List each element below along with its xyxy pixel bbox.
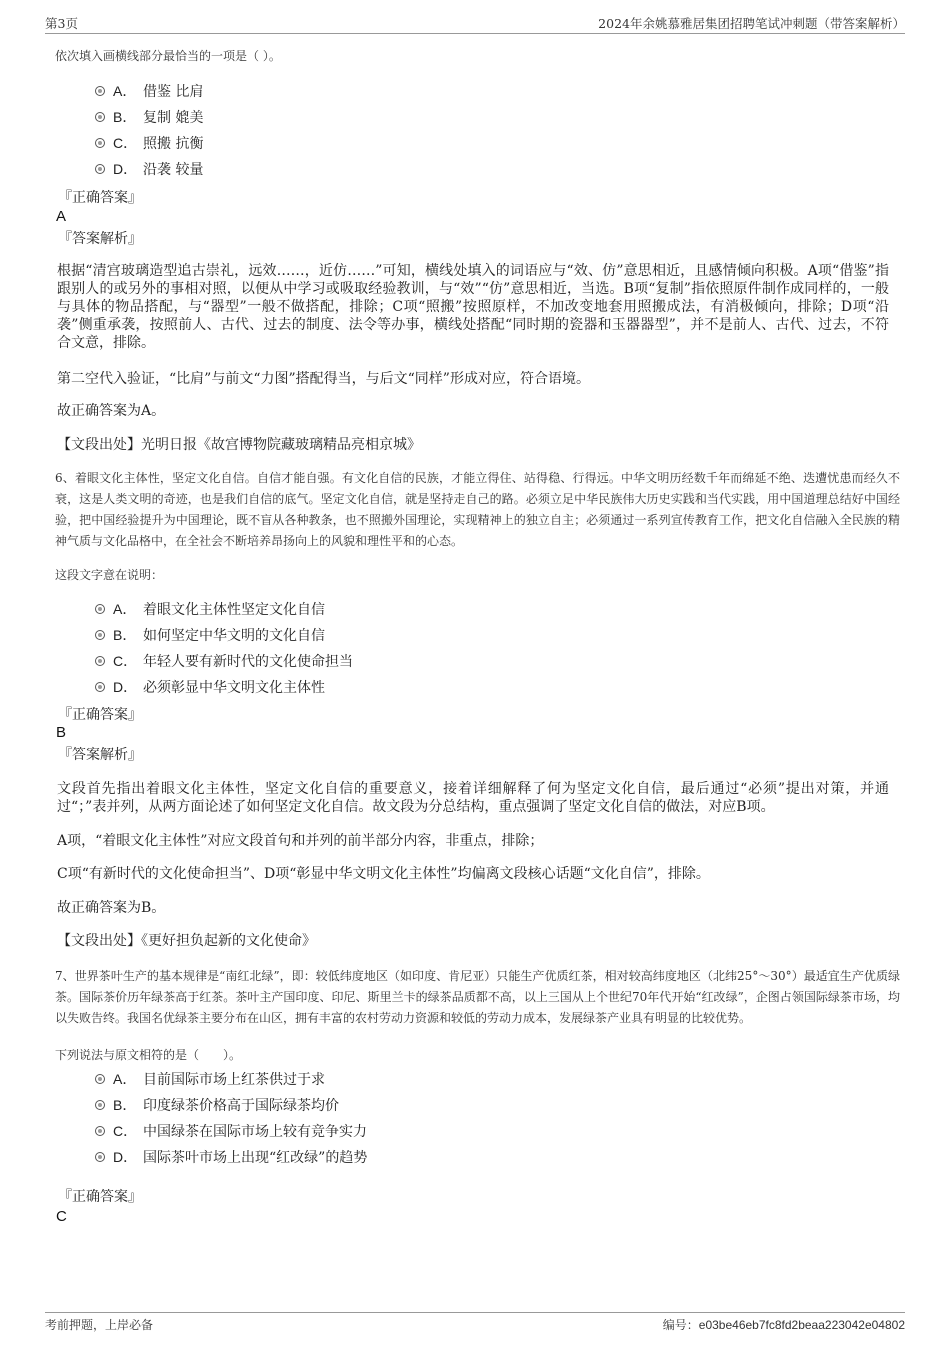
q6-analysis-label: 『答案解析』 [58, 747, 142, 763]
document-code [663, 1316, 905, 1333]
q6-analysis-paragraph-4: 故正确答案为B。 [57, 900, 166, 916]
q6-source: 【文段出处】《更好担负起新的文化使命》 [57, 933, 316, 949]
q5-option-d[interactable]: D． 沿袭 较量 [95, 156, 203, 182]
q7-answer: C [56, 1208, 67, 1225]
radio-icon[interactable] [95, 630, 105, 640]
radio-icon[interactable] [95, 86, 105, 96]
radio-icon[interactable] [95, 682, 105, 692]
document-title: 2024年余姚慕雅居集团招聘笔试冲刺题（带答案解析） [598, 16, 905, 31]
code-label: 编号： [662, 1318, 699, 1332]
q5-analysis-label: 『答案解析』 [58, 231, 142, 247]
q6-stem: 这段文字意在说明： [55, 568, 164, 582]
q6-option-d[interactable]: D． 必须彰显中华文明文化主体性 [95, 674, 353, 700]
radio-icon[interactable] [95, 656, 105, 666]
radio-icon[interactable] [95, 1126, 105, 1136]
q6-answer-label: 『正确答案』 [58, 707, 142, 723]
q7-options [95, 1066, 367, 1170]
radio-icon[interactable] [95, 164, 105, 174]
q5-options [95, 78, 203, 182]
page-header [45, 14, 905, 34]
q5-option-a[interactable]: A． 借鉴 比肩 [95, 78, 203, 104]
page-number: 第3页 [45, 16, 78, 31]
q5-option-c[interactable]: C． 照搬 抗衡 [95, 130, 203, 156]
q7-passage: 7、世界茶叶生产的基本规律是“南红北绿”，即：较低纬度地区（如印度、肯尼亚）只能生产优质红茶，相对较高纬度地区（北纬25°～30°）最适宜生产优质绿茶。国际茶价历年绿茶高于红茶。茶叶主产国印度、印尼、斯里兰卡的绿茶品质都不高，以上三国从上个世纪70年代开始“红改绿”，企图占领国际绿茶市场，均以失败告终。我国名优绿茶主要分布在山区，拥有丰富的农村劳动力资源和较低的劳动力成本，发展绿茶产业具有明显的比较优势。 [55, 969, 900, 1025]
q5-stem: 依次填入画横线部分最恰当的一项是（ ）。 [55, 49, 281, 63]
q7-option-d[interactable]: D． 国际茶叶市场上出现“红改绿”的趋势 [95, 1144, 367, 1170]
q6-analysis-paragraph-3: C项“有新时代的文化使命担当”、D项“彰显中华文明文化主体性”均偏离文段核心话题“文化自信”，排除。 [57, 866, 710, 882]
q7-option-b[interactable]: B． 印度绿茶价格高于国际绿茶均价 [95, 1092, 367, 1118]
q6-option-a[interactable]: A． 着眼文化主体性坚定文化自信 [95, 596, 353, 622]
q7-option-c[interactable]: C． 中国绿茶在国际市场上较有竞争实力 [95, 1118, 367, 1144]
q5-answer-label: 『正确答案』 [58, 190, 142, 206]
radio-icon[interactable] [95, 1152, 105, 1162]
q5-answer: A [56, 208, 67, 225]
q5-option-b[interactable]: B． 复制 媲美 [95, 104, 203, 130]
page-footer [45, 1312, 905, 1334]
q6-answer: B [56, 724, 67, 741]
q5-analysis-paragraph-2: 第二空代入验证，“比肩”与前文“力图”搭配得当，与后文“同样”形成对应，符合语境。 [57, 371, 590, 387]
q6-analysis-paragraph-1: 文段首先指出着眼文化主体性，坚定文化自信的重要意义，接着详细解释了何为坚定文化自信，最后通过“必须”提出对策，并通过“；”表并列，从两方面论述了如何坚定文化自信。故文段为分总结构，重点强调了坚定文化自信的做法，对应B项。 [57, 781, 889, 815]
q6-analysis-paragraph-2: A项，“着眼文化主体性”对应文段首句和并列的前半部分内容，非重点，排除； [57, 833, 544, 849]
q6-option-c[interactable]: C． 年轻人要有新时代的文化使命担当 [95, 648, 353, 674]
q5-analysis-paragraph-1: 根据“清宫玻璃造型追古崇礼，远效……，近仿……”可知，横线处填入的词语应与“效、仿”意思相近，且感情倾向积极。A项“借鉴”指跟别人的或另外的事相对照，以便从中学习或吸取经验教训，与“效”“仿”意思相近，当选。B项“复制”指依照原件制作成同样的，一般与具体的物品搭配，与“器型”一般不做搭配，排除；C项“照搬”按照原样，不加改变地套用照搬成法，有消极倾向，排除；D项“沿袭”侧重承袭，按照前人、古代、过去的制度、法令等办事，横线处搭配“同时期的瓷器和玉器器型”，并不是前人、古代、过去，不符合文意，排除。 [57, 263, 889, 351]
q7-answer-label: 『正确答案』 [58, 1189, 142, 1205]
radio-icon[interactable] [95, 1074, 105, 1084]
q6-passage: 6、着眼文化主体性，坚定文化自信。自信才能自强。有文化自信的民族，才能立得住、站得稳、行得远。中华文明历经数千年而绵延不绝、迭遭忧患而经久不衰，这是人类文明的奇迹，也是我们自信的底气。坚定文化自信，就是坚持走自己的路。必须立足中华民族伟大历史实践和当代实践，用中国道理总结好中国经验，把中国经验提升为中国理论，既不盲从各种教条，也不照搬外国理论，实现精神上的独立自主；必须通过一系列宣传教育工作，把文化自信融入全民族的精神气质与文化品格中，在全社会不断培养昂扬向上的风貌和理性平和的心态。 [55, 471, 900, 548]
q5-analysis-paragraph-3: 故正确答案为A。 [57, 403, 166, 419]
q5-source: 【文段出处】光明日报《故宫博物院藏玻璃精品亮相京城》 [57, 437, 421, 453]
radio-icon[interactable] [95, 112, 105, 122]
code-value: e03be46eb7fc8fd2beaa223042e04802 [698, 1318, 905, 1332]
footer-slogan: 考前押题，上岸必备 [45, 1318, 154, 1332]
radio-icon[interactable] [95, 1100, 105, 1110]
radio-icon[interactable] [95, 604, 105, 614]
q7-stem: 下列说法与原文相符的是（ ）。 [55, 1048, 242, 1062]
radio-icon[interactable] [95, 138, 105, 148]
q6-option-b[interactable]: B． 如何坚定中华文明的文化自信 [95, 622, 353, 648]
q6-options [95, 596, 353, 700]
q7-option-a[interactable]: A． 目前国际市场上红茶供过于求 [95, 1066, 367, 1092]
